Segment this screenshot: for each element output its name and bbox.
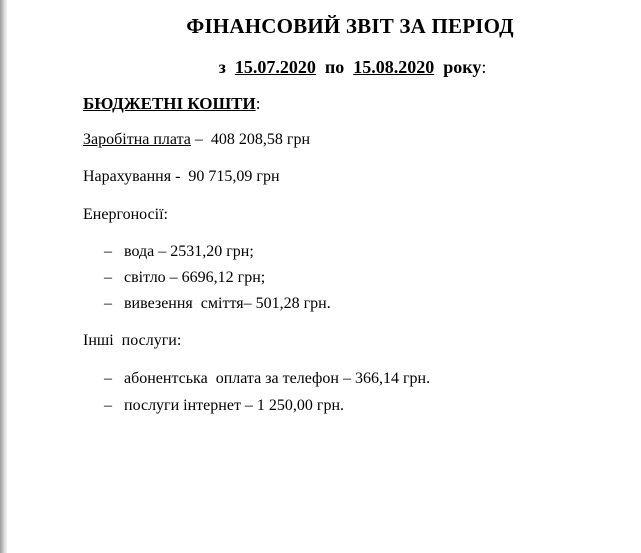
service-item-phone [104,370,430,388]
energy-item-text: вивезення сміття– 501,28 грн. [124,295,331,312]
report-period [0,57,641,78]
list-dash: – [104,243,112,260]
energy-heading: Енергоносії: [83,206,168,223]
energy-item-garbage [104,295,331,313]
period-suffix: року [443,57,482,77]
list-dash: – [104,295,112,312]
budget-heading [83,94,260,114]
period-prefix: з [218,57,226,77]
accrual-value: 90 715,09 грн [184,168,280,185]
energy-item-electricity [104,269,265,287]
energy-item-text: вода – 2531,20 грн; [124,243,254,260]
salary-label: Заробітна плата [83,131,191,148]
service-item-text: послуги інтернет – 1 250,00 грн. [124,397,345,414]
accrual-line [83,168,280,186]
service-item-internet [104,397,344,415]
salary-value: – 408 208,58 грн [190,131,311,148]
energy-item-water [104,243,254,261]
salary-line [83,131,310,149]
period-to-date: 15.08.2020 [353,57,435,77]
report-title: ФІНАНСОВИЙ ЗВІТ ЗА ПЕРІОД [186,14,514,38]
budget-heading-colon: : [255,94,261,113]
accrual-label: Нарахування - [83,168,185,185]
list-dash: – [104,397,112,414]
period-middle: по [324,57,345,77]
other-services-heading: Інші послуги: [83,332,182,349]
list-dash: – [104,269,112,286]
period-colon: : [481,57,487,77]
energy-item-text: світло – 6696,12 грн; [124,269,266,286]
period-from-date: 15.07.2020 [234,57,316,77]
budget-heading-text: БЮДЖЕТНІ КОШТИ [83,94,256,113]
service-item-text: абонентська оплата за телефон – 366,14 грн. [124,370,431,387]
list-dash: – [104,370,112,387]
